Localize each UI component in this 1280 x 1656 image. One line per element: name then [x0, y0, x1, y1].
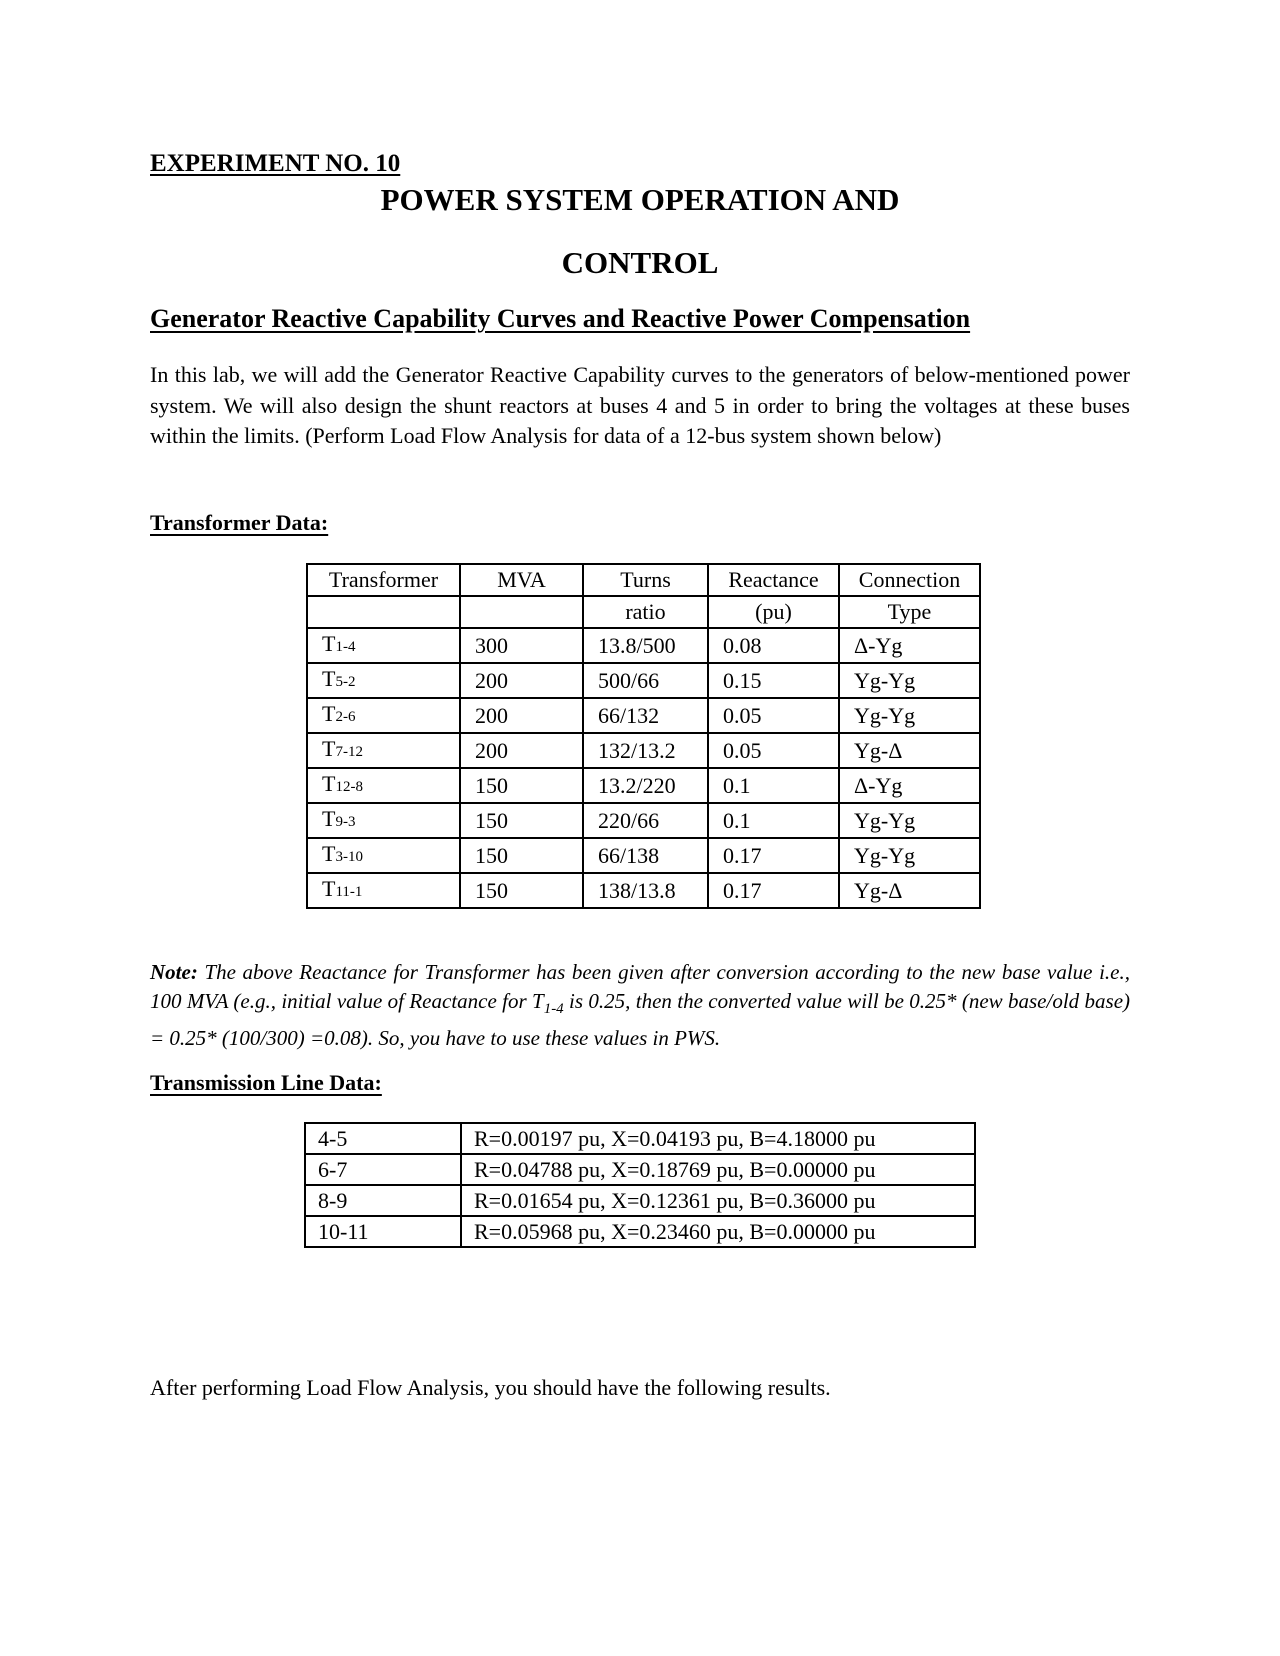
mva-cell: 200 — [460, 698, 583, 733]
transformer-name: T — [322, 806, 336, 831]
header-cell — [460, 596, 583, 628]
note-paragraph — [150, 958, 1130, 1053]
transmission-line-table-body — [305, 1123, 975, 1247]
turns-ratio-cell: 132/13.2 — [583, 733, 708, 768]
transformer-name: T — [322, 736, 336, 761]
transformer-name-cell — [307, 873, 460, 908]
turns-ratio-cell: 13.2/220 — [583, 768, 708, 803]
connection-type-cell: Δ-Yg — [839, 768, 980, 803]
turns-ratio-cell: 138/13.8 — [583, 873, 708, 908]
transformer-name: T — [322, 841, 336, 866]
section-subtitle: Generator Reactive Capability Curves and Reactive Power Compensation — [150, 304, 971, 333]
connection-type-cell: Yg-Δ — [839, 873, 980, 908]
header-cell — [307, 596, 460, 628]
reactance-cell: 0.17 — [708, 873, 839, 908]
turns-ratio-cell: 500/66 — [583, 663, 708, 698]
turns-ratio-cell: 66/132 — [583, 698, 708, 733]
table-row — [305, 1154, 975, 1185]
transformer-name: T — [322, 701, 336, 726]
transmission-line-table — [304, 1122, 976, 1248]
note-text-after: is 0.25, then the converted value will be 0.25* (new base/old base) = 0.25* (100/300) =0.08). So, you have to use these values in PWS. — [150, 989, 1131, 1051]
header-cell: Transformer — [307, 564, 460, 596]
turns-ratio-cell: 220/66 — [583, 803, 708, 838]
table-row — [307, 768, 980, 803]
mva-cell: 150 — [460, 768, 583, 803]
header-cell: Type — [839, 596, 980, 628]
transformer-header-row-2 — [307, 596, 980, 628]
line-buses-cell: 4-5 — [305, 1123, 461, 1154]
table-row — [305, 1185, 975, 1216]
connection-type-cell: Yg-Yg — [839, 838, 980, 873]
connection-type-cell: Yg-Yg — [839, 698, 980, 733]
mva-cell: 150 — [460, 873, 583, 908]
closing-paragraph: After performing Load Flow Analysis, you should have the following results. — [150, 1375, 831, 1400]
table-row — [307, 873, 980, 908]
transformer-name-cell — [307, 733, 460, 768]
transformer-buses: 11-1 — [335, 884, 363, 900]
turns-ratio-cell: 13.8/500 — [583, 628, 708, 663]
table-row — [305, 1123, 975, 1154]
transformer-name-cell — [307, 698, 460, 733]
note-text-before: The above Reactance for Transformer has been given after conversion according to the new base value i.e., 100 MVA (e.g., initial value of Reactance for T — [150, 960, 1130, 1013]
reactance-cell: 0.05 — [708, 698, 839, 733]
transformer-name: T — [322, 876, 336, 901]
header-cell: (pu) — [708, 596, 839, 628]
page-title-line-1: POWER SYSTEM OPERATION AND — [380, 182, 900, 217]
mva-cell: 200 — [460, 663, 583, 698]
note-subscript: 1-4 — [543, 1001, 564, 1018]
reactance-cell: 0.1 — [708, 803, 839, 838]
table-row — [307, 803, 980, 838]
page-title-line-2: CONTROL — [561, 245, 719, 280]
transformer-name-cell — [307, 838, 460, 873]
reactance-cell: 0.15 — [708, 663, 839, 698]
transformer-buses: 5-2 — [335, 674, 356, 690]
line-buses-cell: 8-9 — [305, 1185, 461, 1216]
table-row — [307, 733, 980, 768]
table-row — [307, 663, 980, 698]
reactance-cell: 0.05 — [708, 733, 839, 768]
connection-type-cell: Δ-Yg — [839, 628, 980, 663]
header-cell: ratio — [583, 596, 708, 628]
line-buses-cell: 10-11 — [305, 1216, 461, 1247]
connection-type-cell: Yg-Δ — [839, 733, 980, 768]
line-parameters-cell: R=0.04788 pu, X=0.18769 pu, B=0.00000 pu — [461, 1154, 975, 1185]
reactance-cell: 0.1 — [708, 768, 839, 803]
transformer-name: T — [322, 771, 336, 796]
header-cell: Connection — [839, 564, 980, 596]
reactance-cell: 0.08 — [708, 628, 839, 663]
transmission-line-data-heading: Transmission Line Data: — [150, 1070, 382, 1095]
transformer-name-cell — [307, 803, 460, 838]
line-buses-cell: 6-7 — [305, 1154, 461, 1185]
header-cell: Reactance — [708, 564, 839, 596]
transformer-table-body — [307, 628, 980, 908]
transformer-header-row-1 — [307, 564, 980, 596]
note-label: Note: — [150, 960, 198, 984]
connection-type-cell: Yg-Yg — [839, 663, 980, 698]
table-row — [307, 838, 980, 873]
transformer-buses: 3-10 — [335, 849, 363, 865]
transformer-table — [306, 563, 981, 909]
mva-cell: 300 — [460, 628, 583, 663]
connection-type-cell: Yg-Yg — [839, 803, 980, 838]
transformer-name: T — [322, 631, 336, 656]
table-row — [307, 698, 980, 733]
table-row — [305, 1216, 975, 1247]
reactance-cell: 0.17 — [708, 838, 839, 873]
line-parameters-cell: R=0.01654 pu, X=0.12361 pu, B=0.36000 pu — [461, 1185, 975, 1216]
mva-cell: 200 — [460, 733, 583, 768]
mva-cell: 150 — [460, 838, 583, 873]
transformer-name-cell — [307, 628, 460, 663]
transformer-buses: 7-12 — [335, 744, 363, 760]
line-parameters-cell: R=0.00197 pu, X=0.04193 pu, B=4.18000 pu — [461, 1123, 975, 1154]
transformer-buses: 12-8 — [335, 779, 363, 795]
transformer-name: T — [322, 666, 336, 691]
transformer-buses: 9-3 — [335, 814, 356, 830]
transformer-name-cell — [307, 663, 460, 698]
transformer-name-cell — [307, 768, 460, 803]
transformer-data-heading: Transformer Data: — [150, 510, 329, 535]
experiment-number: EXPERIMENT NO. 10 — [150, 150, 401, 177]
transformer-buses: 1-4 — [335, 639, 356, 655]
line-parameters-cell: R=0.05968 pu, X=0.23460 pu, B=0.00000 pu — [461, 1216, 975, 1247]
mva-cell: 150 — [460, 803, 583, 838]
table-row — [307, 628, 980, 663]
header-cell: MVA — [460, 564, 583, 596]
turns-ratio-cell: 66/138 — [583, 838, 708, 873]
transformer-buses: 2-6 — [335, 709, 356, 725]
header-cell: Turns — [583, 564, 708, 596]
intro-paragraph: In this lab, we will add the Generator Reactive Capability curves to the generators of below-mentioned power system. We will also design the shunt reactors at buses 4 and 5 in order to bring the voltages at these buses within the limits. (Perform Load Flow Analysis for data of a 12-bus system shown below) — [150, 362, 1130, 448]
